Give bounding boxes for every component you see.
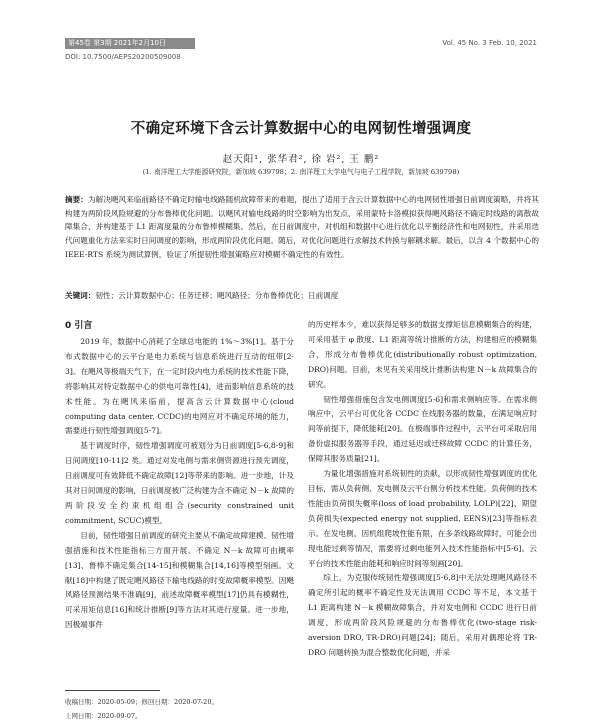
paragraph: 基于调度时序，韧性增强调度可被划分为日前调度[5-6,8-9]和日间调度[10-11]2 类。通过对发电侧与需求侧资源进行预先调度，日前调度可有效降低不确定故障[12]等带来的影响。进一步地，计及其对日间调度的影响，日前调度被广泛构建为含不确定 N－k 故障的两阶段安全约束机组组合(security constrained unit commitment, SCUC)模型。 — [65, 441, 294, 525]
footnote-received-date: 收稿日期：2020-05-09；修回日期：2020-07-20。 — [65, 698, 218, 706]
paragraph: 2019 年，数据中心消耗了全球总电能的 1%～3%[1]。基于分布式数据中心的云平台是电力系统与信息系统进行互动的纽带[2-3]。在飓风等极端天气下，在一定时段内电力系统的技术性能下降，将影响其对特定数据中心的供电可靠性[4]，进而影响信息系统的技术性能。为在飓风来临前，提高含云计算数据中心(cloud computing data center, CCDC)的电网应对不确定环境的能力，需要进行韧性增强调度[5-7]。 — [65, 337, 294, 436]
paragraph: 为量化增强措施对系统韧性的贡献，以形成韧性增强调度的优化目标，需从负荷侧、发电侧及云平台侧分析技术性能。负荷侧的技术性能由负荷损失概率(loss of load probability, LOLP)[22]、期望负荷损失(expected energy not supplied, EENS)[23]等指标表示。在发电侧，因机组爬坡性能有限，在多条线路故障时，可能会出现电能过剩等情况，需要将过剩电能列入技术性能指标中[5-6]。云平台的技术性能由能耗和响应时间等刻画[20]。 — [308, 469, 537, 568]
section-heading-intro: 0 引言 — [65, 321, 93, 331]
paragraph: 的历史样本少，难以获得足够多的数据支撑矩信息模糊集合的构建，可采用基于 φ 散度、L1 距离等统计推断的方法，构建相应的模糊集合，形成分布鲁棒优化(distributionally robust optimization, DRO)问题。目前，未见有关采用统计推断法构建 N－k 故障集合的研究。 — [308, 320, 537, 389]
footnote-online-date: 上网日期：2020-09-07。 — [65, 712, 142, 720]
footnote-divider — [65, 690, 160, 691]
abstract-label: 摘要： — [65, 195, 88, 204]
paragraph: 目前，韧性增强日前调度的研究主要从不确定故障建模、韧性增强措施和技术性能指标三方面开展。不确定 N－k 故障可由概率[13]、鲁棒不确定集合[14-15]和模糊集合[14,16]等模型刻画。文献[18]中构建了既定飓风路径下输电线路的时变故障概率模型。因飓风路径预测结果不准确[9]，前述故障概率模型[17]仍具有模糊性，可采用矩信息[16]和统计推断[9]等方法对其进行度量。进一步地，因极端事件 — [65, 530, 294, 630]
paragraph: 韧性增强措施包含发电侧调度[5-6]和需求侧响应等。在需求侧响应中，云平台可优化各 CCDC 在线服务器的数量，在满足响应时间等前提下，降低能耗[20]。在极端事件过程中，云平台可采取启用备份虚拟服务器等手段，通过延迟或迁移故障 CCDC 的计算任务，保障其服务质量[21]。 — [308, 394, 537, 464]
authors: 赵天阳¹, 张华君², 徐 岩², 王 鹏² — [222, 154, 380, 165]
paragraph: 综上，为克服传统韧性增强调度[5-6,8]中无法处理飓风路径不确定所引起的概率不确定性及无法调用 CCDC 等不足，本文基于 L1 距离构建 N－k 模糊故障集合，并对发电侧和 CCDC 进行日前调度，形成两阶段风险规避的分布鲁棒优化(two-stage risk-aversion DRO, TR-DRO)问题[24]；随后，采用对偶理论将 TR-DRO 问题转换为混合整数优化问题，并采 — [308, 573, 537, 657]
left-column — [65, 335, 294, 633]
abstract-text: 为解决飓风来临前路径不确定时输电线路随机故障带来的难题，提出了适用于含云计算数据中心的电网韧性增强日前调度策略，并将其构建为两阶段风险规避的分布鲁棒优化问题。以飓风对输电线路的时空影响为出发点，采用蒙特卡洛模拟获得飓风路径不确定时线路的离散故障集合，并构建基于 L1 距离度量的分布鲁棒模糊集。然后，在日前调度中，对机组和数据中心进行优化以平衡经济性和电网韧性，并采用迭代问题重化方法来实时日间调度的影响，形成两阶段优化问题。随后，对优化问题进行求解技术转换与解耦求解。最后，以含 4 个数据中心的 IEEE-RTS 系统为测试算例，验证了所提韧性增强策略应对模糊不确定性的有效性。 — [65, 195, 540, 259]
paper-title: 不确定环境下含云计算数据中心的电网韧性增强调度 — [130, 121, 472, 137]
journal-issue-label: 第45卷 第3期 2021年2月10日 — [65, 38, 195, 49]
keywords — [65, 290, 539, 302]
affiliations: (1. 南洋理工大学能源研究院，新加坡 639798；2. 南洋理工大学电气与电子工程学院，新加坡 639798) — [142, 168, 460, 176]
right-column — [308, 318, 537, 661]
keywords-text: 韧性；云计算数据中心；任务迁移；飓风路径；分布鲁棒优化；日前调度 — [95, 291, 339, 300]
journal-header — [65, 38, 537, 50]
abstract — [65, 193, 539, 262]
keywords-label: 关键词： — [65, 291, 96, 300]
doi[interactable]: DOI: 10.7500/AEPS20200509008 — [65, 53, 181, 61]
journal-volume-english: Vol. 45 No. 3 Feb. 10, 2021 — [442, 39, 537, 47]
